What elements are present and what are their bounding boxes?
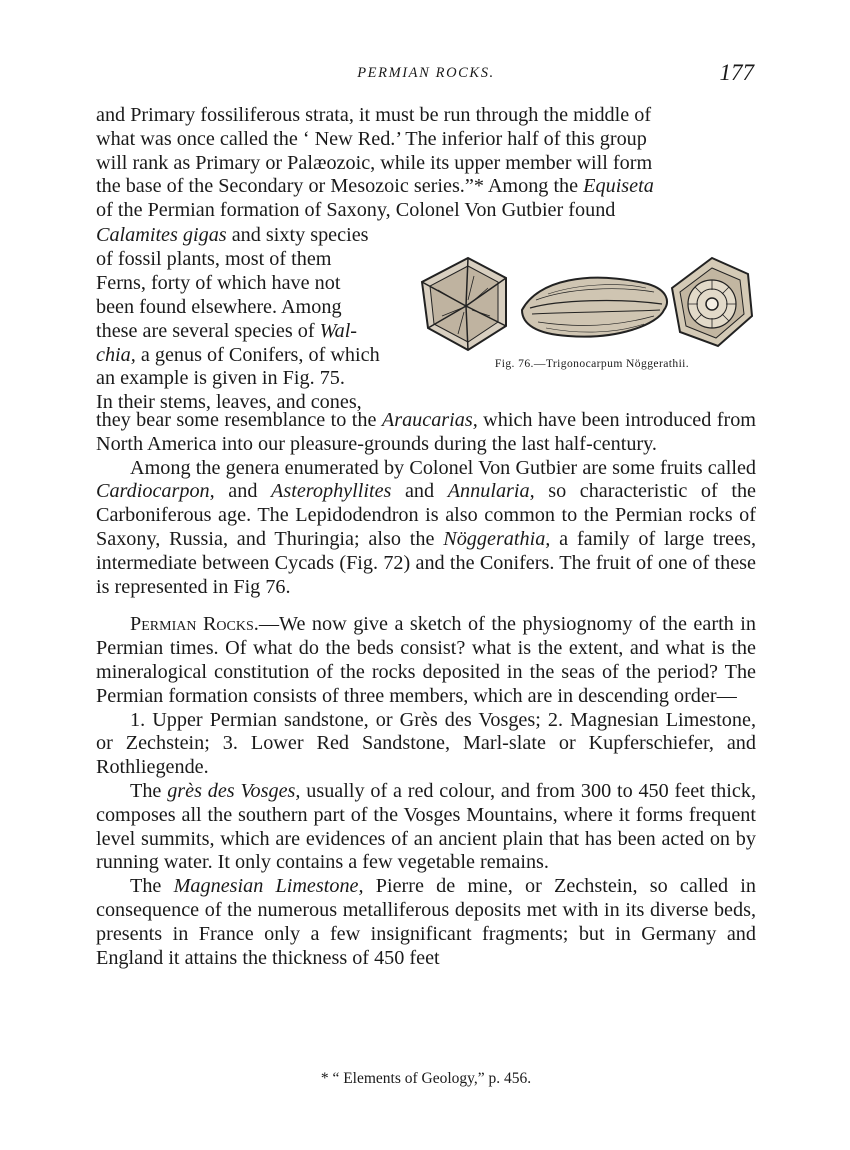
italic-term: Magnesian Limestone, bbox=[173, 875, 364, 898]
seed-end-view-icon bbox=[672, 258, 752, 346]
page-number: 177 bbox=[719, 60, 754, 85]
running-head: PERMIAN ROCKS. bbox=[357, 65, 495, 81]
italic-term: Asterophyllites bbox=[271, 480, 392, 503]
seed-cross-section-icon bbox=[422, 258, 506, 350]
italic-term: grès des Vosges, bbox=[167, 779, 301, 802]
italic-term: Calamites gigas bbox=[96, 224, 227, 246]
footnote: * “ Elements of Geology,” p. 456. bbox=[320, 1070, 532, 1087]
paragraph: Permian Rocks.—We now give a sketch of the physiognomy of the earth in Permian times. Of what do the beds consist? what is the extent, and what is the mineralogical constitution of the rocks deposited in the seas of the period? The Permian formation consists of three members, which are in descending order— bbox=[96, 613, 756, 707]
page-header bbox=[96, 62, 756, 86]
paragraph: The Magnesian Limestone, Pierre de mine, or Zechstein, so called in consequence of the numerous metalliferous deposits met with in its diverse beds, presents in France only a few insignificant fragments; but in Germany and England it attains the thickness of 450 feet bbox=[96, 875, 756, 969]
paragraph: The grès des Vosges, usually of a red colour, and from 300 to 450 feet thick, composes all the southern part of the Vosges Mountains, where it forms frequent level summits, which are evidences of an ancient plain that has been acted on by running water. It only contains a few vegetable remains. bbox=[96, 779, 756, 874]
trigonocarpum-engraving bbox=[418, 254, 758, 354]
text-line: chia, a genus of Conifers, of which bbox=[96, 343, 380, 366]
text-line: been found elsewhere. Among bbox=[96, 295, 342, 318]
italic-term: Equiseta bbox=[583, 175, 654, 198]
text-line: an example is given in Fig. 75. bbox=[96, 367, 345, 390]
wrapped-text-column bbox=[96, 224, 414, 415]
seed-side-view-icon bbox=[522, 278, 667, 337]
italic-term: chia, bbox=[96, 343, 136, 366]
italic-term: Araucarias, bbox=[381, 409, 478, 431]
italic-term: Annularia, bbox=[447, 480, 535, 503]
figure-76 bbox=[418, 254, 758, 384]
italic-term: Nöggerathia, bbox=[443, 527, 551, 550]
opening-paragraph bbox=[96, 104, 756, 223]
text-line: what was once called the ‘ New Red.’ The inferior half of this group bbox=[96, 127, 647, 150]
text-line: of fossil plants, most of them bbox=[96, 247, 332, 270]
text-line: of the Permian formation of Saxony, Colonel Von Gutbier found bbox=[96, 199, 616, 222]
main-text bbox=[96, 409, 756, 970]
figure-caption: Fig. 76.—Trigonocarpum Nöggerathii. bbox=[494, 357, 690, 370]
italic-term: Wal- bbox=[319, 319, 358, 342]
section-heading: Permian Rocks. bbox=[130, 613, 259, 636]
paragraph: they bear some resemblance to the Araucarias, which have been introduced from North America into our pleasure-grounds during the last half-century. bbox=[96, 409, 756, 455]
text-line: will rank as Primary or Palæozoic, while its upper member will form bbox=[96, 151, 653, 174]
text-line: the base of the Secondary or Mesozoic series.”* Among the Equiseta bbox=[96, 175, 654, 198]
text-line: Calamites gigas and sixty species bbox=[96, 224, 369, 246]
text-line: these are several species of Wal- bbox=[96, 319, 358, 342]
text-line: and Primary fossiliferous strata, it must be run through the middle of bbox=[96, 104, 652, 126]
text-line: In their stems, leaves, and cones, bbox=[96, 391, 362, 414]
text-line: Ferns, forty of which have not bbox=[96, 271, 341, 294]
italic-term: Cardiocarpon, bbox=[96, 480, 215, 503]
book-page bbox=[96, 0, 756, 1150]
paragraph: Among the genera enumerated by Colonel Von Gutbier are some fruits called Cardiocarpon, and Asterophyllites and Annularia, so characteristic of the Carboniferous age. The Lepidodendron is also common to the Permian rocks of Saxony, Russia, and Thuringia; also the Nöggerathia, a family of large trees, intermediate between Cycads (Fig. 72) and the Conifers. The fruit of one of these is represented in Fig 76. bbox=[96, 456, 757, 598]
paragraph: 1. Upper Permian sandstone, or Grès des Vosges; 2. Magnesian Limestone, or Zechstein; 3. Lower Red Sandstone, Marl-slate or Kupferschiefer, and Rothliegende. bbox=[96, 708, 756, 779]
